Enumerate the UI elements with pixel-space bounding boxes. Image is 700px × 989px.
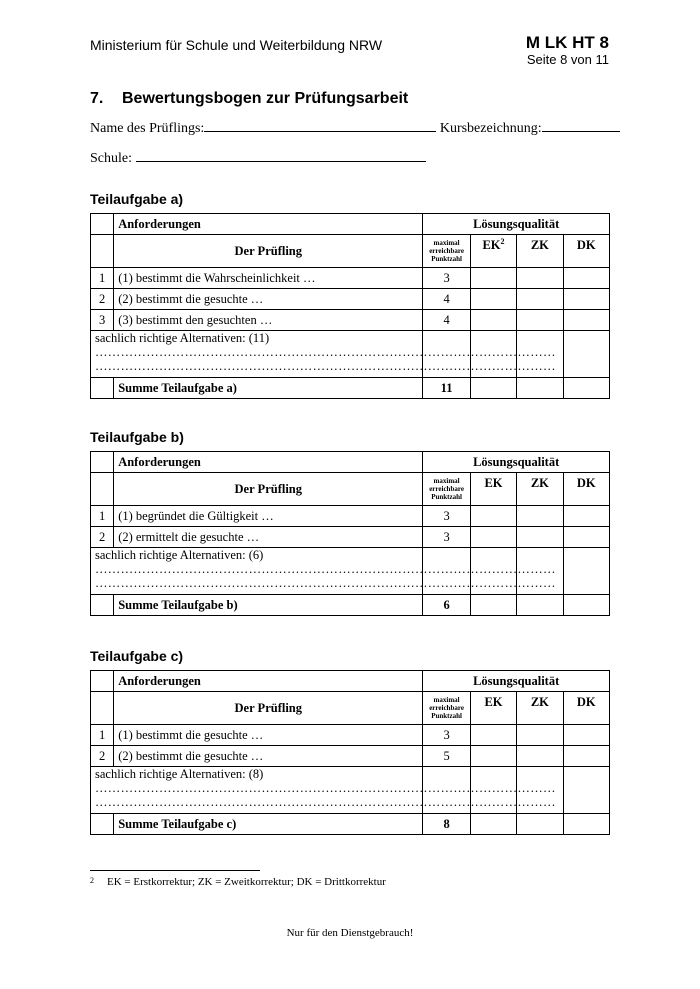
zk-cell[interactable] <box>517 527 563 548</box>
dk-cell[interactable] <box>563 331 609 378</box>
table-row <box>91 506 610 527</box>
dk-cell[interactable] <box>563 289 609 310</box>
footer-notice: Nur für den Dienstgebrauch! <box>286 927 414 939</box>
requirements-header: Anforderungen <box>114 214 423 235</box>
school-label: Schule: <box>90 151 132 166</box>
zk-cell[interactable] <box>517 725 563 746</box>
footnote-divider <box>90 870 260 871</box>
requirement-text: (2) ermittelt die gesuchte … <box>114 527 423 548</box>
ek-cell[interactable] <box>470 378 516 399</box>
ek-cell[interactable] <box>470 746 516 767</box>
ek-cell[interactable] <box>470 814 516 835</box>
dk-cell[interactable] <box>563 725 609 746</box>
ek-header: EK <box>470 692 516 725</box>
blank-cell <box>91 452 114 473</box>
name-label: Name des Prüflings: <box>90 121 205 136</box>
name-course-line <box>90 117 620 137</box>
blank-cell <box>91 595 114 616</box>
blank-cell <box>91 671 114 692</box>
school-field[interactable] <box>136 147 426 162</box>
dotted-line: ……………………………………………………………………………………………… <box>95 359 556 373</box>
dk-cell[interactable] <box>563 746 609 767</box>
zk-cell[interactable] <box>517 506 563 527</box>
dotted-line: ……………………………………………………………………………………………… <box>95 562 556 576</box>
task-a-table <box>90 213 610 399</box>
row-number: 1 <box>91 725 114 746</box>
footnote-mark: 2 <box>90 876 94 885</box>
max-points: 3 <box>423 725 470 746</box>
dotted-line: ……………………………………………………………………………………………… <box>95 345 556 359</box>
row-number: 2 <box>91 746 114 767</box>
requirements-header: Anforderungen <box>114 671 423 692</box>
table-row <box>91 746 610 767</box>
solution-quality-header: Lösungsqualität <box>423 214 610 235</box>
zk-cell[interactable] <box>517 746 563 767</box>
solution-quality-header: Lösungsqualität <box>423 452 610 473</box>
school-line <box>90 147 426 167</box>
candidate-header: Der Prüfling <box>114 235 423 268</box>
alternatives-row <box>91 548 610 595</box>
alternatives-cell[interactable] <box>91 767 556 814</box>
ek-header: EK <box>470 473 516 506</box>
row-number: 1 <box>91 268 114 289</box>
ek-cell[interactable] <box>470 725 516 746</box>
blank-cell <box>91 473 114 506</box>
table-row <box>91 725 610 746</box>
row-number: 3 <box>91 310 114 331</box>
dotted-line: ……………………………………………………………………………………………… <box>95 781 556 795</box>
ek-cell[interactable] <box>470 268 516 289</box>
dk-cell[interactable] <box>563 767 609 814</box>
zk-cell[interactable] <box>517 268 563 289</box>
ek-cell[interactable] <box>470 527 516 548</box>
max-points-header: maximal erreichbare Punktzahl <box>423 473 470 506</box>
requirement-text: (2) bestimmt die gesuchte … <box>114 746 423 767</box>
task-b-table <box>90 451 610 616</box>
requirement-text: (1) bestimmt die gesuchte … <box>114 725 423 746</box>
footnote-text: EK = Erstkorrektur; ZK = Zweitkorrektur; DK = Drittkorrektur <box>107 876 386 888</box>
max-points-header: maximal erreichbare Punktzahl <box>423 235 470 268</box>
sum-points: 6 <box>423 595 470 616</box>
ek-cell[interactable] <box>470 506 516 527</box>
task-a-title: Teilaufgabe a) <box>90 191 184 207</box>
task-c-title: Teilaufgabe c) <box>90 648 184 664</box>
header-ministry: Ministerium für Schule und Weiterbildung NRW <box>90 37 383 53</box>
max-points: 3 <box>423 506 470 527</box>
requirements-header: Anforderungen <box>114 452 423 473</box>
blank-cell <box>91 814 114 835</box>
ek-cell[interactable] <box>470 595 516 616</box>
zk-header: ZK <box>517 235 563 268</box>
sum-points: 11 <box>423 378 470 399</box>
requirement-text: (3) bestimmt den gesuchten … <box>114 310 423 331</box>
dk-header: DK <box>563 235 609 268</box>
solution-quality-header: Lösungsqualität <box>423 671 610 692</box>
footnote <box>90 876 386 888</box>
zk-cell[interactable] <box>517 814 563 835</box>
dk-cell[interactable] <box>563 527 609 548</box>
zk-header: ZK <box>517 692 563 725</box>
dk-cell[interactable] <box>563 506 609 527</box>
max-points: 4 <box>423 310 470 331</box>
table-row <box>91 527 610 548</box>
dk-cell[interactable] <box>563 310 609 331</box>
candidate-header: Der Prüfling <box>114 692 423 725</box>
alternatives-row <box>91 331 610 378</box>
table-row <box>91 289 610 310</box>
sum-row <box>91 814 610 835</box>
blank-cell <box>91 235 114 268</box>
document-code: M LK HT 8 <box>525 33 609 52</box>
page-number: Seite 8 von 11 <box>526 52 609 67</box>
dotted-line: ……………………………………………………………………………………………… <box>95 795 556 809</box>
table-row <box>91 268 610 289</box>
sum-label: Summe Teilaufgabe b) <box>114 595 423 616</box>
section-title-text: Bewertungsbogen zur Prüfungsarbeit <box>122 90 409 107</box>
row-number: 2 <box>91 527 114 548</box>
task-c-table <box>90 670 610 835</box>
ek-cell[interactable] <box>470 310 516 331</box>
dk-header: DK <box>563 473 609 506</box>
max-points: 4 <box>423 289 470 310</box>
footnote-ref: 2 <box>500 237 505 246</box>
alternatives-cell[interactable] <box>91 548 556 595</box>
dk-cell[interactable] <box>563 595 609 616</box>
dotted-line: ……………………………………………………………………………………………… <box>95 576 556 590</box>
max-points-header: maximal erreichbare Punktzahl <box>423 692 470 725</box>
ek-cell[interactable] <box>470 289 516 310</box>
zk-cell[interactable] <box>517 310 563 331</box>
course-field[interactable] <box>542 117 620 132</box>
blank-cell <box>91 214 114 235</box>
zk-cell[interactable] <box>517 289 563 310</box>
dk-cell[interactable] <box>563 548 609 595</box>
requirement-text: (2) bestimmt die gesuchte … <box>114 289 423 310</box>
max-points: 3 <box>423 268 470 289</box>
ek-header: $EK^2$ <box>470 235 516 268</box>
zk-cell[interactable] <box>517 378 563 399</box>
requirement-text: (1) begründet die Gültigkeit … <box>114 506 423 527</box>
alternatives-label: sachlich richtige Alternativen: (11) <box>95 331 270 345</box>
row-number: 2 <box>91 289 114 310</box>
dk-cell[interactable] <box>563 814 609 835</box>
alternatives-row <box>91 767 610 814</box>
max-points: 3 <box>423 527 470 548</box>
section-number: 7. <box>90 90 104 107</box>
dk-header: DK <box>563 692 609 725</box>
dk-cell[interactable] <box>563 378 609 399</box>
requirement-text: (1) bestimmt die Wahrscheinlichkeit … <box>114 268 423 289</box>
zk-cell[interactable] <box>517 595 563 616</box>
sum-row <box>91 595 610 616</box>
row-number: 1 <box>91 506 114 527</box>
zk-header: ZK <box>517 473 563 506</box>
alternatives-cell[interactable] <box>91 331 556 378</box>
task-b-title: Teilaufgabe b) <box>90 429 184 445</box>
course-label: Kursbezeichnung: <box>439 121 542 136</box>
table-row <box>91 310 610 331</box>
alternatives-label: sachlich richtige Alternativen: (8) <box>95 767 264 781</box>
name-field[interactable] <box>204 117 436 132</box>
candidate-header: Der Prüfling <box>114 473 423 506</box>
sum-points: 8 <box>423 814 470 835</box>
blank-cell <box>91 692 114 725</box>
blank-cell <box>91 378 114 399</box>
sum-label: Summe Teilaufgabe c) <box>114 814 423 835</box>
dk-cell[interactable] <box>563 268 609 289</box>
section-title <box>90 90 408 108</box>
sum-label: Summe Teilaufgabe a) <box>114 378 423 399</box>
max-points: 5 <box>423 746 470 767</box>
sum-row <box>91 378 610 399</box>
alternatives-label: sachlich richtige Alternativen: (6) <box>95 548 264 562</box>
